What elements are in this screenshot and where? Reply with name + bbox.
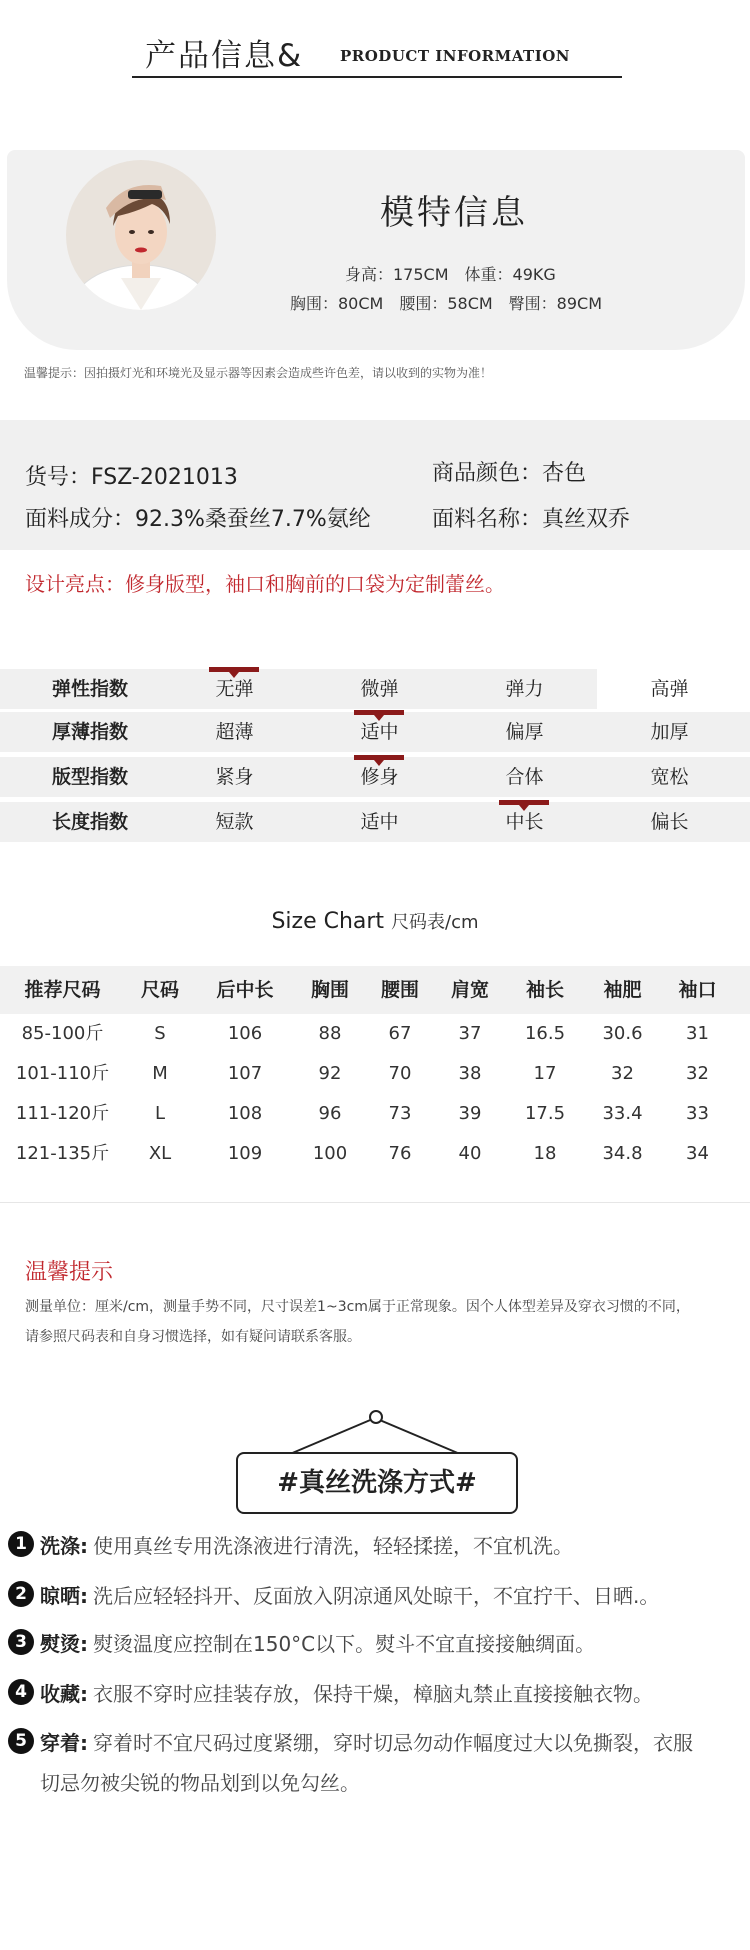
product-code: 货号：FSZ-2021013 [25, 465, 238, 490]
fabric-name: 面料名称：真丝双乔 [432, 507, 631, 532]
table-cell: 121-135斤 [15, 1143, 110, 1164]
table-cell: 39 [458, 1103, 482, 1124]
table-header-cell: 袖肥 [603, 979, 642, 1001]
color-difference-tip: 温馨提示：因拍摄灯光和环境光及显示器等因素会造成些许色差，请以收到的实物为准！ [24, 366, 493, 380]
index-option: 加厚 [650, 721, 689, 743]
table-cell: 17 [533, 1063, 557, 1084]
table-cell: 108 [227, 1103, 263, 1124]
number-circle-icon: 2 [8, 1581, 34, 1607]
table-header-cell: 推荐尺码 [24, 979, 101, 1001]
table-cell: 111-120斤 [15, 1103, 110, 1124]
table-cell: 38 [458, 1063, 482, 1084]
index-option: 适中 [360, 811, 399, 833]
table-cell: L [154, 1103, 166, 1124]
table-header-cell: 肩宽 [450, 979, 489, 1001]
table-cell: 16.5 [524, 1023, 566, 1044]
index-option: 微弹 [360, 678, 399, 700]
table-header-cell: 胸围 [310, 979, 349, 1001]
index-label: 长度指数 [51, 811, 128, 833]
wash-item-text: 使用真丝专用洗涤液进行清洗，轻轻揉搓，不宜机洗。 [93, 1534, 573, 1558]
index-option: 合体 [505, 766, 544, 788]
selected-marker-arrow [229, 672, 239, 678]
table-cell: 40 [458, 1143, 482, 1164]
table-header-cell: 腰围 [380, 979, 419, 1001]
table-cell: 30.6 [602, 1023, 643, 1044]
index-option: 无弹 [215, 678, 254, 700]
size-chart-title-en: Size Chart [271, 909, 385, 934]
index-option: 偏长 [650, 811, 689, 833]
index-option: 高弹 [650, 678, 689, 700]
wash-title: #真丝洗涤方式# [236, 1452, 518, 1514]
section-title-en: PRODUCT INFORMATION [340, 47, 571, 65]
table-cell: 76 [388, 1143, 412, 1164]
wash-item-label: 收藏: [40, 1682, 88, 1706]
product-color: 商品颜色：杏色 [432, 461, 587, 486]
number-circle-icon: 5 [8, 1728, 34, 1754]
selected-marker-arrow [374, 760, 384, 766]
table-cell: 33.4 [602, 1103, 643, 1124]
table-cell: 100 [312, 1143, 348, 1164]
model-measure-line-2: 胸围：80CM 腰围：58CM 臀围：89CM [290, 294, 603, 313]
model-photo [66, 160, 216, 310]
index-option: 修身 [360, 766, 399, 788]
size-chart-title [0, 908, 750, 934]
header-underline [132, 76, 622, 78]
wash-item-label: 晾晒: [40, 1584, 88, 1608]
table-cell: 33 [686, 1103, 709, 1124]
table-cell: 31 [686, 1023, 709, 1044]
design-highlight: 设计亮点：修身版型，袖口和胸前的口袋为定制蕾丝。 [25, 572, 505, 596]
warm-tips-title: 温馨提示 [25, 1260, 114, 1285]
hanger-ring-icon [369, 1410, 383, 1424]
table-cell: XL [148, 1143, 172, 1164]
index-option: 宽松 [650, 766, 689, 788]
index-option: 紧身 [215, 766, 254, 788]
number-circle-icon: 1 [8, 1531, 34, 1557]
wash-item-label: 熨烫: [40, 1632, 88, 1656]
table-header-cell: 后中长 [216, 979, 274, 1001]
wash-item-text: 洗后应轻轻抖开、反面放入阴凉通风处晾干，不宜拧干、日晒.。 [93, 1584, 660, 1608]
table-cell: 101-110斤 [15, 1063, 110, 1084]
model-measure-line-1: 身高：175CM 体重：49KG [345, 265, 556, 284]
table-cell: 37 [458, 1023, 482, 1044]
selected-marker-arrow [519, 805, 529, 811]
table-cell: 32 [686, 1063, 709, 1084]
index-option: 短款 [215, 811, 254, 833]
table-header-cell: 袖长 [525, 979, 564, 1001]
section-title-cn: 产品信息& [145, 38, 304, 74]
selected-marker-arrow [374, 715, 384, 721]
index-label: 版型指数 [51, 766, 128, 788]
model-info-title: 模特信息 [380, 193, 528, 233]
index-label: 弹性指数 [51, 678, 128, 700]
warm-tips-line-1: 测量单位：厘米/cm，测量手势不同，尺寸误差1~3cm属于正常现象。因个人体型差异及穿衣习惯的不同， [25, 1299, 690, 1315]
index-option: 适中 [360, 721, 399, 743]
table-cell: 106 [227, 1023, 263, 1044]
wash-item-text: 衣服不穿时应挂装存放，保持干燥，樟脑丸禁止直接接触衣物。 [93, 1682, 653, 1706]
size-chart-title-cn: 尺码表/cm [391, 912, 479, 933]
table-cell: 70 [388, 1063, 412, 1084]
index-option: 超薄 [215, 721, 254, 743]
fabric-composition: 面料成分：92.3%桑蚕丝7.7%氨纶 [25, 507, 371, 532]
index-option: 中长 [505, 811, 544, 833]
table-cell: 32 [611, 1063, 634, 1084]
table-cell: 34.8 [602, 1143, 643, 1164]
divider [0, 1202, 750, 1203]
table-cell: S [154, 1023, 166, 1044]
index-option: 弹力 [505, 678, 544, 700]
wash-item-text: 熨烫温度应控制在150°C以下。熨斗不宜直接接触绸面。 [93, 1632, 596, 1656]
warm-tips-line-2: 请参照尺码表和自身习惯选择，如有疑问请联系客服。 [25, 1329, 361, 1345]
wash-item-text: 穿着时不宜尺码过度紧绷，穿时切忌勿动作幅度过大以免撕裂，衣服 [93, 1731, 693, 1755]
table-cell: 96 [318, 1103, 342, 1124]
table-cell: 34 [686, 1143, 709, 1164]
table-cell: 107 [227, 1063, 263, 1084]
wash-item-text-cont: 切忌勿被尖锐的物品划到以免勾丝。 [40, 1771, 360, 1795]
table-cell: 92 [318, 1063, 342, 1084]
table-cell: 109 [227, 1143, 263, 1164]
table-header-cell: 袖口 [678, 979, 717, 1001]
number-circle-icon: 4 [8, 1679, 34, 1705]
index-label: 厚薄指数 [51, 721, 128, 743]
table-cell: 18 [533, 1143, 557, 1164]
table-cell: M [152, 1063, 168, 1084]
table-cell: 85-100斤 [21, 1023, 104, 1044]
table-cell: 17.5 [524, 1103, 566, 1124]
table-cell: 73 [388, 1103, 412, 1124]
wash-item-label: 穿着: [40, 1731, 88, 1755]
table-cell: 88 [318, 1023, 342, 1044]
wash-item-label: 洗涤: [40, 1534, 88, 1558]
table-cell: 67 [388, 1023, 412, 1044]
table-header-cell: 尺码 [140, 979, 179, 1001]
number-circle-icon: 3 [8, 1629, 34, 1655]
index-option: 偏厚 [505, 721, 544, 743]
